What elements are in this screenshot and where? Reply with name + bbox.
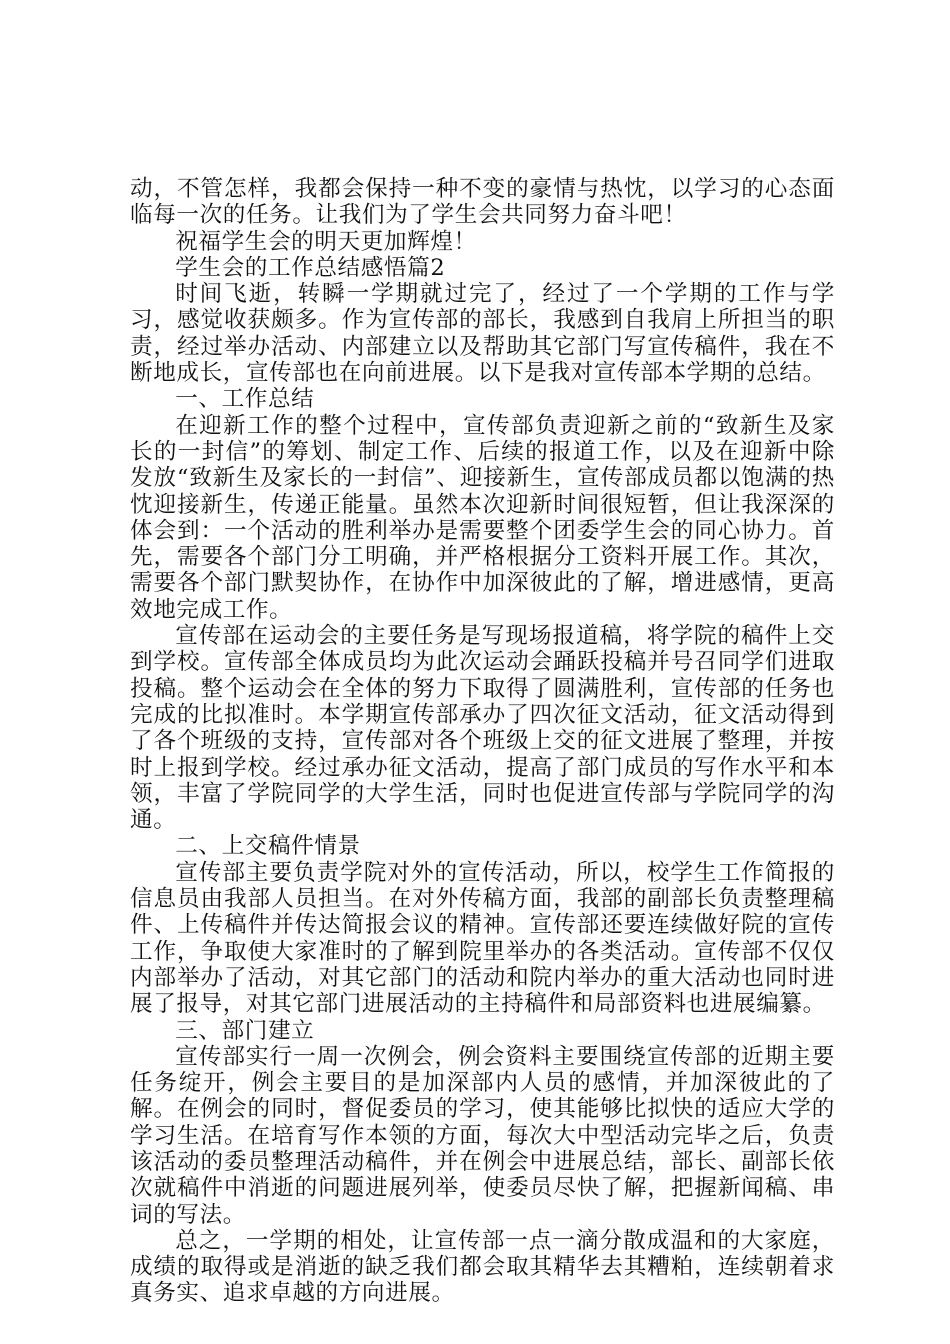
paragraph-blessing: 祝福学生会的明天更加辉煌！ [175,228,477,255]
paragraph-sports-meet: 宣传部在运动会的主要任务是写现场报道稿，将学院的稿件上交到学校。宣传部全体成员均为此次运动会踊跃投稿并号召同学们进取投稿。整个运动会在全体的努力下取得了圆满胜利，宣传部的任务也完成的比拟准时。本学期宣传部承办了四次征文活动，征文活动得到了各个班级的支持，宣传部对各个班级上交的征文进展了整理，并按时上报到学校。经过承办征文活动，提高了部门成员的写作水平和本领，丰富了学院同学的大学生活，同时也促进宣传部与学院同学的沟通。 [130,623,835,834]
paragraph-department-building: 宣传部实行一周一次例会，例会资料主要围绕宣传部的近期主要任务绽开，例会主要目的是加深部内人员的感情，并加深彼此的了解。在例会的同时，督促委员的学习，使其能够比拟快的适应大学的学习生活。在培育写作本领的方面，每次大中型活动完毕之后，负责该活动的委员整理活动稿件，并在例会中进展总结，部长、副部长依次就稿件中消逝的问题进展列举，使委员尽快了解，把握新闻稿、串词的写法。 [130,1043,835,1228]
paragraph-submissions: 宣传部主要负责学院对外的宣传活动，所以，校学生工作简报的信息员由我部人员担当。在对外传稿方面，我部的副部长负责整理稿件、上传稿件并传达简报会议的精神。宣传部还要连续做好院的宣传工作，争取使大家准时的了解到院里举办的各类活动。宣传部不仅仅内部举办了活动，对其它部门的活动和院内举办的重大活动也同时进展了报导，对其它部门进展活动的主持稿件和局部资料也进展编纂。 [130,859,835,1018]
paragraph-conclusion: 总之，一学期的相处，让宣传部一点一滴分散成温和的大家庭，成绩的取得或是消逝的缺乏我们都会取其精华去其糟粕，连续朝着求真务实、追求卓越的方向进展。 [130,1227,835,1307]
section-heading-submissions: 二、上交稿件情景 [175,833,361,860]
paragraph-continuation: 动，不管怎样，我都会保持一种不变的豪情与热忱，以学习的心态面临每一次的任务。让我们为了学生会共同努力奋斗吧！ [130,176,835,229]
document-body [130,176,835,1307]
paragraph-orientation: 在迎新工作的整个过程中，宣传部负责迎新之前的“致新生及家长的一封信”的筹划、制定工作、后续的报道工作，以及在迎新中除发放“致新生及家长的一封信”、迎接新生，宣传部成员都以饱满的热忱迎接新生，传递正能量。虽然本次迎新时间很短暂，但让我深深的体会到：一个活动的胜利举办是需要整个团委学生会的同心协力。首先，需要各个部门分工明确，并严格根据分工资料开展工作。其次，需要各个部门默契协作，在协作中加深彼此的了解，增进感情，更高效地完成工作。 [130,412,835,623]
section-heading-department-building: 三、部门建立 [175,1017,315,1044]
paragraph-intro: 时间飞逝，转瞬一学期就过完了，经过了一个学期的工作与学习，感觉收获颇多。作为宣传部的部长，我感到自我肩上所担当的职责，经过举办活动、内部建立以及帮助其它部门写宣传稿件，我在不断地成长，宣传部也在向前进展。以下是我对宣传部本学期的总结。 [130,281,835,387]
article-title: 学生会的工作总结感悟篇2 [175,254,446,281]
section-heading-work-summary: 一、工作总结 [175,386,315,413]
